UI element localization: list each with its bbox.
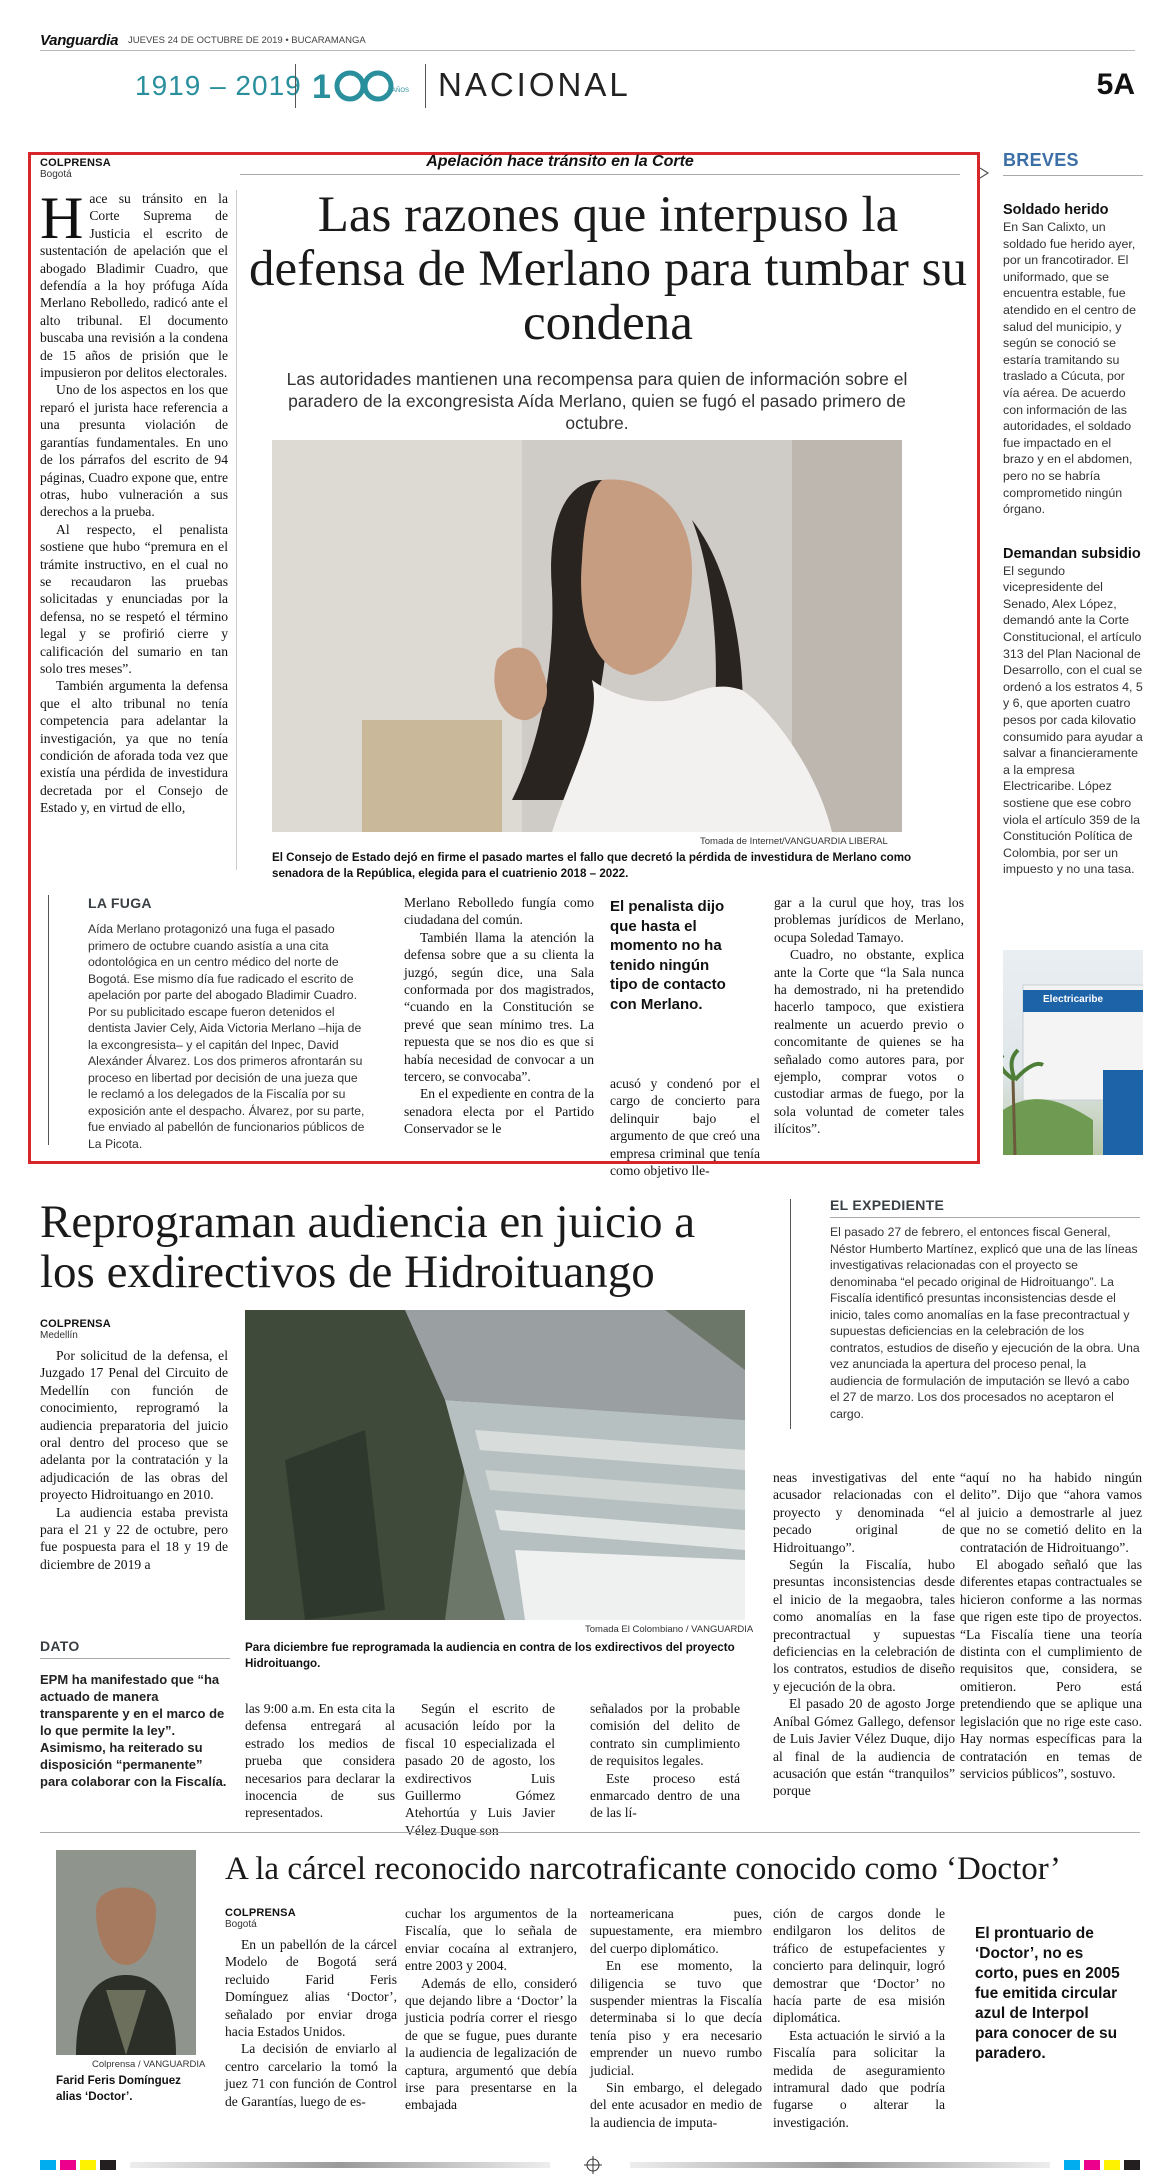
mugshot-illustration: [56, 1850, 196, 2055]
doctor-photo-credit: Colprensa / VANGUARDIA: [92, 2059, 206, 2070]
lead-kicker-rule: [240, 174, 960, 175]
lead-pull-quote: El penalista dijo que hasta el momento no ha tenido ningún tipo de contacto con Merlano.: [610, 898, 726, 1013]
cmyk-swatch-black-2: [1124, 2160, 1140, 2170]
lead-column-1: [40, 185, 228, 817]
doctor-col2-p1: cuchar los argumentos de la Fiscalía, que lo señala de enviar cocaína al extranjero, entre 2003 y 2004.: [405, 1906, 577, 1974]
doctor-col4-p1: ción de cargos donde le endilgaron los delitos de tráfico de estupefacientes y concierto para delinquir, logró demostrar que ‘Doctor’ no hacía parte de esa misión diplomática.: [773, 1906, 945, 2026]
byline-agency: COLPRENSA: [40, 1318, 111, 1330]
lead-col5-p2: Cuadro, no obstante, explica ante la Corte que “la Sala nunca ha demostrado, ni ha pretendido hacerlo tampoco, que existiera realmente un acuerdo previo o concomitante de quienes se ha señalado como autores para, por ejemplo, comprar votos o custodiar armas de fuego, por la sola voluntad de cometer tales ilícitos”.: [774, 947, 964, 1137]
hidroituango-column-6: [960, 1469, 1142, 1782]
lead-headline: Las razones que interpuso la defensa de Merlano para tumbar su condena: [249, 187, 967, 351]
cmyk-swatch-cyan: [40, 2160, 56, 2170]
hidroituango-column-1: [40, 1347, 228, 1573]
hidro-col3: Según el escrito de acusación leído por la fiscal 10 especializada el pasado 20 de agosto, los exdirectivos Luis Guillermo Gómez Atehortúa y Luis Javier Vélez Duque son: [405, 1701, 555, 1838]
doctor-col2-p2: Además de ello, consideró que dejando libre a ‘Doctor’ la justicia podría correr el riesgo de que se fugue, pues durante la audiencia de legalización de captura, argumentó que debía irse para presentarse en la embajada: [405, 1975, 577, 2113]
masthead-divider-1: [295, 64, 296, 108]
hidroituango-photo-caption: Para diciembre fue reprogramada la audiencia en contra de los exdirectivos del proyecto Hidroituango.: [245, 1641, 735, 1670]
doctor-photo-caption: Farid Feris Domínguez alias ‘Doctor’.: [56, 2074, 181, 2103]
cmyk-swatch-cyan-2: [1064, 2160, 1080, 2170]
expediente-box: [790, 1197, 1140, 1422]
hidro-col6-p2: El abogado señaló que las diferentes etapas contractuales se hicieron conforme a las normas que rigen este tipo de proyectos. “La Fiscalía tiene una teoría distinta con el cumplimiento de requisitos que, considera, se omitieron. Pero está pretendiendo que se aplique una legislación que no rige este caso. Hay normas específicas para la contratación en temas de servicios públicos”, sostuvo.: [960, 1557, 1142, 1781]
lead-col3-p3: En el expediente en contra de la senadora electa por el Partido Conservador se le: [404, 1086, 594, 1137]
doctor-column-1: [225, 1936, 397, 2110]
doctor-column-2: [405, 1905, 577, 2114]
frame-arrow-icon: [978, 165, 998, 179]
cmyk-swatch-yellow: [80, 2160, 96, 2170]
dropcap: H: [40, 185, 84, 251]
svg-text:AÑOS: AÑOS: [392, 88, 410, 94]
hidro-col5-p3: El pasado 20 de agosto Jorge Aníbal Gómez Gallego, defensor de Luis Javier Vélez Duque, dijo al final de la audiencia de acusación que están “tranquilos” porque: [773, 1696, 955, 1799]
cmyk-swatch-magenta-2: [1084, 2160, 1100, 2170]
anniversary-logo-icon: [310, 66, 410, 106]
lead-column-4-bottom: acusó y condenó por el cargo de concierto para delinquir bajo el argumento de que creó una empresa criminal que tenía como objetivo lle-: [610, 1076, 760, 1179]
dato-box: [40, 1638, 230, 1790]
masthead-divider-2: [425, 64, 426, 108]
breves-label: BREVES: [1003, 150, 1143, 176]
doctor-col4-p2: Esta actuación le sirvió a la Fiscalía para solicitar la medida de aseguramiento intramural dado que podría fugarse o alterar la investigación.: [773, 2027, 945, 2130]
doctor-photo: [56, 1850, 196, 2055]
section-name: NACIONAL: [438, 66, 631, 103]
dam-illustration: [245, 1310, 745, 1620]
hidroituango-column-2: [245, 1700, 395, 1822]
hidroituango-headline: Reprograman audiencia en juicio a los exdirectivos de Hidroituango: [40, 1196, 696, 1298]
hidroituango-column-4: [590, 1700, 740, 1822]
svg-text:1: 1: [312, 68, 331, 106]
hidroituango-photo: [245, 1310, 745, 1620]
hidroituango-photo-credit: Tomada El Colombiano / VANGUARDIA: [585, 1624, 754, 1635]
print-color-bar: [40, 2160, 1140, 2170]
la-fuga-label: LA FUGA: [88, 895, 152, 911]
registration-mark-icon: [584, 2156, 602, 2174]
cmyk-swatch-yellow-2: [1104, 2160, 1120, 2170]
lead-photo-credit: Tomada de Internet/VANGUARDIA LIBERAL: [700, 836, 888, 847]
sidebar-bracket: [48, 895, 60, 1145]
expediente-label: EL EXPEDIENTE: [830, 1197, 1140, 1218]
print-gray-ramp: [130, 2162, 550, 2168]
breve-title-1: Soldado herido: [1003, 202, 1109, 218]
lead-col3-p2: También llama la atención la defensa sobre que a su clienta la juzgó, según dice, una Sala conformada por dos magistrados, “cuando en la Constitución se prevé que sean mínimo tres. La repuesta que se nos dio es que si había necesidad de convocar a un tercero, se convocaba”.: [404, 929, 594, 1085]
la-fuga-text: Aída Merlano protagonizó una fuga el pasado primero de octubre cuando asistía a una cita odontológica en un centro médico del norte de Bogotá. Ese mismo día fue radicado el escrito de apelación por parte del abogado Bladimir Cuadro. Por su publicitado escape fueron detenidos el dentista Javier Cely, Aida Victoria Merlano –hija de la excongresista– y el capitán del Inpec, David Alexánder Álvarez. Los dos primeros afrontarán su proceso en libertad por decisión de una jueza que le reclamó a los delegados de la Fiscalía por su exposición ante el despacho. Álvarez, por su parte, fue enviado al pabellón de funcionarios públicos de La Picota.: [88, 922, 365, 1151]
merlano-photo: [272, 440, 902, 832]
page-number: 5A: [1096, 68, 1135, 101]
cmyk-swatch-black: [100, 2160, 116, 2170]
electricaribe-sign: Electricaribe: [1043, 994, 1104, 1005]
hidroituango-column-5: [773, 1469, 955, 1800]
doctor-pull-quote: El prontuario de ‘Doctor’, no es corto, pues en 2005 fue emitida circular azul de Interpol para conocer de su paradero.: [975, 1925, 1120, 2062]
portrait-illustration: [272, 440, 902, 832]
breve-text-1: En San Calixto, un soldado fue herido ayer, por un francotirador. El uniformado, que se encuentra estable, fue atendido en el centro de salud del municipio, y según se conoció se estaría tramitando su traslado a Cúcuta, por vía aérea. De acuerdo con información de las autoridades, el soldado fue impactado en el brazo y en el abdomen, pero no se habría comprometido ningún órgano.: [1003, 220, 1136, 517]
expediente-bracket: [790, 1199, 802, 1429]
section-divider: [40, 1832, 1140, 1833]
byline-agency: COLPRENSA: [40, 157, 111, 169]
hidro-col5-p2: Según la Fiscalía, hubo presuntas inconsistencias desde el inicio de la megaobra, tales como anomalías en la fase precontractual y supuestas deficiencias en la celebración de los contratos, estudios de diseño y ejecución de la obra.: [773, 1557, 955, 1694]
lead-column-5: [774, 894, 964, 1138]
anniversary-years: 1919 – 2019: [135, 70, 302, 101]
lead-paragraph-1: Hace su tránsito en la Corte Suprema de Justicia el escrito de sustentación de apelación que el abogado Bladimir Cuadro, que defendía a la hoy prófuga Aída Merlano Rebolledo, radicó ante el alto tribunal. El documento buscaba una revisión a la condena de 15 años de prisión que le impusieron por delitos electorales.: [40, 185, 228, 381]
hidro-col1-p1: Por solicitud de la defensa, el Juzgado 17 Penal del Circuito de Medellín con función de conocimiento, reprogramó la audiencia preparatoria del juicio oral dentro del proceso que se adelanta por la contratación y la adjudicación de las obras del proyecto Hidroituango en 2010.: [40, 1348, 228, 1503]
byline-city: Bogotá: [40, 169, 72, 180]
lead-byline: [40, 157, 111, 180]
masthead: [40, 30, 1135, 120]
dato-label: DATO: [40, 1638, 230, 1659]
hidro-col4-p1: señalados por la probable comisión del delito de contrato sin cumplimiento de requisitos legales.: [590, 1701, 740, 1769]
breve-item-1: [1003, 202, 1143, 518]
hidroituango-byline: [40, 1318, 111, 1341]
dateline: JUEVES 24 DE OCTUBRE DE 2019 • BUCARAMANGA: [128, 35, 366, 46]
doctor-col3-p2: En ese momento, la diligencia se tuvo que suspender mientras la Fiscalía determinaba si lo que decía tenía piso y era necesario emprender un nuevo rumbo judicial.: [590, 1958, 762, 2078]
lead-paragraph-2: Uno de los aspectos en los que reparó el jurista hace referencia a una presunta violación de garantías fundamentales. En uno de los párrafos del escrito de 94 páginas, Cuadro expone que, entre otras, hubo vulneración a sus derechos a la prueba.: [40, 382, 228, 520]
breve-text-2: El segundo vicepresidente del Senado, Alex López, demandó ante la Corte Constitucional, el artículo 313 del Plan Nacional de Desarrollo, con el cual se ordenó a los estratos 4, 5 y 6, que aporten cuatro pesos por cada kilovatio consumido para ayudar a salvar a financieramente a la empresa Electricaribe. López sostiene que ese cobro viola el artículo 359 de la Constitución Política de Colombia, por ser un impuesto y no una tasa.: [1003, 563, 1143, 877]
masthead-rule: [40, 50, 1135, 51]
doctor-col3-p3: Sin embargo, el delegado del ente acusador en medio de la audiencia de imputa-: [590, 2080, 762, 2130]
lead-paragraph-4: También argumenta la defensa que el alto tribunal no tenía competencia para adelantar la investigación, ya que no tenía condición de aforada toda vez que existía una pérdida de investidura decretada por el Consejo de Estado y, en virtud de ello,: [40, 678, 228, 816]
lead-photo-caption: El Consejo de Estado dejó en firme el pasado martes el fallo que decretó la pérdida de investidura de Merlano como senadora de la República, elegida para el cuatrienio 2018 – 2022.: [272, 851, 912, 880]
doctor-byline: [225, 1907, 296, 1930]
byline-city: Bogotá: [225, 1919, 257, 1930]
byline-agency: COLPRENSA: [225, 1907, 296, 1919]
lead-paragraph-3: Al respecto, el penalista sostiene que hubo “premura en el trámite instructivo, en el cual no se recaudaron las pruebas solicitadas y enunciadas por la defensa, no se respetó el término legal y se profirió cierre y calificación del sumario en tan solo tres meses”.: [40, 521, 228, 676]
breve-item-2: [1003, 546, 1143, 878]
hidro-col4-p2: Este proceso está enmarcado dentro de una de las lí-: [590, 1770, 740, 1821]
lead-col5-p1: gar a la curul que hoy, tras los problemas jurídicos de Merlano, ocupa Soledad Tamayo.: [774, 895, 964, 945]
doctor-column-3: [590, 1905, 762, 2131]
hidro-col6-p1: “aquí no ha habido ningún delito”. Dijo que “ahora vamos al juicio a demostrarle al juez que no se cometió delito en la contratación de Hidroituango”.: [960, 1470, 1142, 1555]
doctor-column-4: [773, 1905, 945, 2131]
building-illustration: [1003, 950, 1143, 1155]
doctor-headline: A la cárcel reconocido narcotraficante conocido como ‘Doctor’: [225, 1851, 1061, 1887]
cmyk-swatch-magenta: [60, 2160, 76, 2170]
electricaribe-photo: [1003, 950, 1143, 1155]
doctor-col1-p1: En un pabellón de la cárcel Modelo de Bogotá será recluido Farid Feris Domínguez alias ‘Doctor’, señalado por enviar droga hacia Estados Unidos.: [225, 1937, 397, 2040]
hidro-col5-p1: neas investigativas del ente acusador relacionadas con el proyecto y denominada “el pecado original de Hidroituango”.: [773, 1470, 955, 1555]
lead-col3-p1: Merlano Rebolledo fungía como ciudadana del común.: [404, 895, 594, 928]
paper-name: Vanguardia: [40, 32, 119, 49]
lead-deck: Las autoridades mantienen una recompensa para quien de información sobre el paradero de la excongresista Aída Merlano, quien se fugó el pasado primero de octubre.: [286, 369, 908, 433]
lead-kicker: Apelación hace tránsito en la Corte: [426, 153, 694, 170]
anniversary-logo: [310, 66, 410, 106]
hidroituango-column-3: [405, 1700, 555, 1839]
expediente-text: El pasado 27 de febrero, el entonces fiscal General, Néstor Humberto Martínez, explicó que una de las líneas investigativas relacionadas con el proyecto se denominaba “el pecado original de Hidroituango”. La Fiscalía identificó presuntas inconsistencias desde el inicio, tales como anomalías en la fase precontractual y supuestas deficiencias en la celebración de los contratos, estudios de diseño y ejecución de la obra. Una vez anunciada la apertura del proceso penal, la audiencia de formulación de imputación se llevó a cabo el 27 de marzo. Los dos procesados no aceptaron el cargo.: [830, 1225, 1140, 1421]
breves-column: [1003, 150, 1143, 878]
lead-column-3: [404, 894, 594, 1138]
column-rule: [236, 190, 237, 870]
la-fuga-sidebar: [48, 895, 366, 1152]
dato-text: EPM ha manifestado que “ha actuado de manera transparente y en el marco de lo que permite la ley”. Asimismo, ha reiterado su disposición “permanente” para colaborar con la Fiscalía.: [40, 1672, 227, 1789]
breve-title-2: Demandan subsidio: [1003, 545, 1141, 562]
print-gray-ramp-2: [630, 2162, 1050, 2168]
hidro-col2: las 9:00 a.m. En esta cita la defensa entregará al estrado los medios de prueba que considera necesarios para declarar la inocencia de sus representados.: [245, 1701, 395, 1821]
doctor-col1-p2: La decisión de enviarlo al centro carcelario la tomó la juez 71 con función de Control de Garantías, luego de es-: [225, 2041, 397, 2109]
byline-city: Medellín: [40, 1330, 78, 1341]
hidro-col1-p2: La audiencia estaba prevista para el 21 y 22 de octubre, pero fue pospuesta para el 18 y 19 de diciembre de 2019 a: [40, 1504, 228, 1572]
doctor-col3-p1: norteamericana pues, supuestamente, era miembro del cuerpo diplomático.: [590, 1906, 762, 1956]
